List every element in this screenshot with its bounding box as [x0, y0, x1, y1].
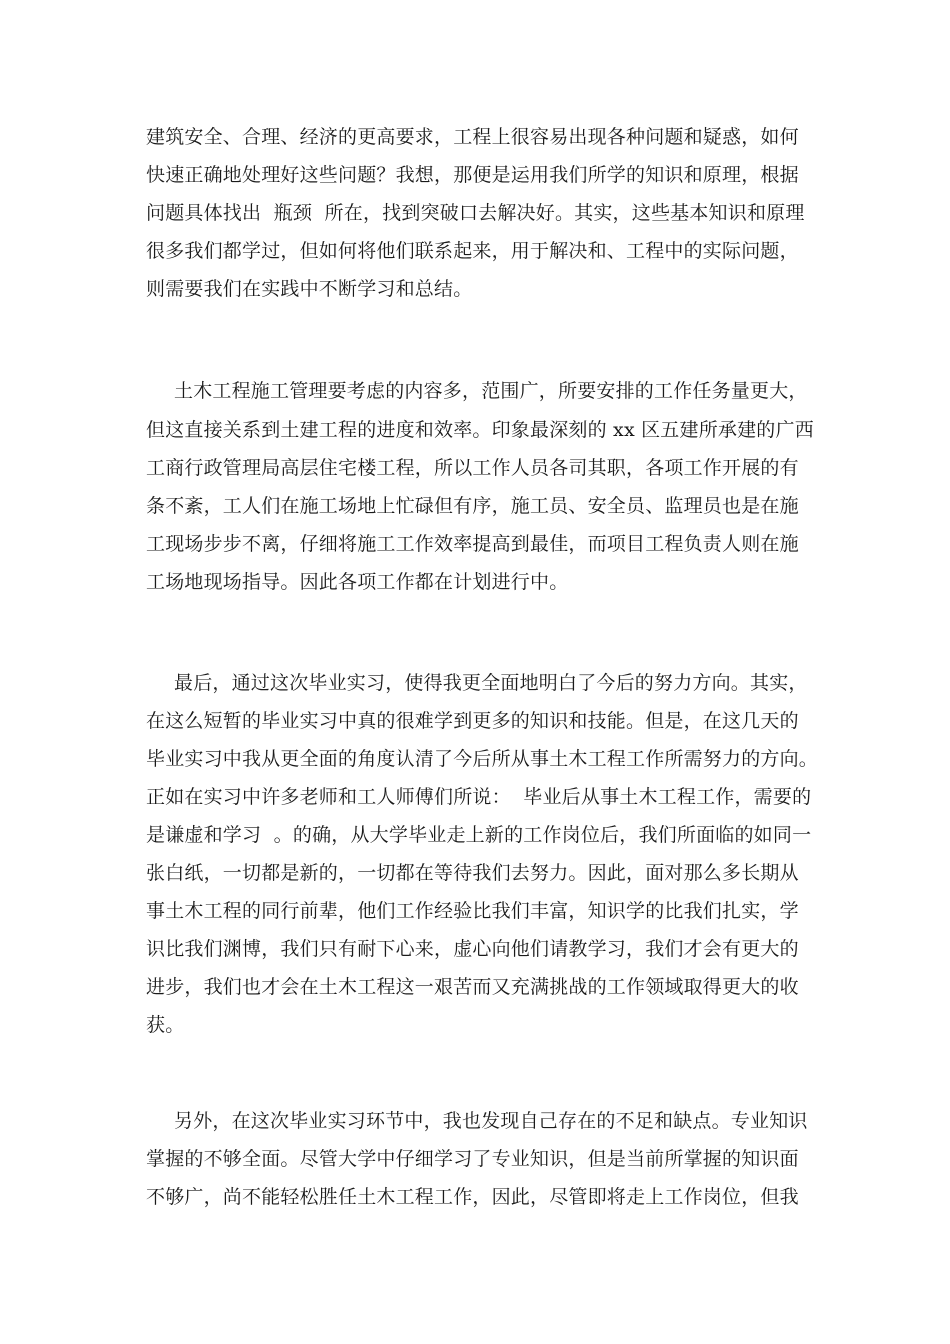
paragraph-2-line-4: 条不紊，工人们在施工场地上忙碌但有序，施工员、安全员、监理员也是在施 [146, 495, 799, 517]
paragraph-3-line-4: 正如在实习中许多老师和工人师傅们所说： 毕业后从事土木工程工作，需要的 [146, 786, 812, 808]
paragraph-3-line-3: 毕业实习中我从更全面的角度认清了今后所从事土木工程工作所需努力的方向。 [146, 748, 819, 770]
paragraph-2-line-6: 工场地现场指导。因此各项工作都在计划进行中。 [146, 571, 569, 593]
paragraph-1-line-2: 快速正确地处理好这些问题？我想，那便是运用我们所学的知识和原理，根据 [146, 164, 799, 186]
paragraph-2-line-5: 工现场步步不离，仔细将施工工作效率提高到最佳，而项目工程负责人则在施 [146, 533, 799, 555]
paragraph-1-line-3: 问题具体找出 瓶颈 所在，找到突破口去解决好。其实，这些基本知识和原理 [146, 202, 805, 224]
paragraph-2-line-3: 工商行政管理局高层住宅楼工程，所以工作人员各司其职，各项工作开展的有 [146, 457, 799, 479]
paragraph-3-line-9: 进步，我们也才会在土木工程这一艰苦而又充满挑战的工作领域取得更大的收 [146, 976, 799, 998]
paragraph-3-line-7: 事土木工程的同行前辈，他们工作经验比我们丰富，知识学的比我们扎实，学 [146, 900, 799, 922]
paragraph-3-line-6: 张白纸，一切都是新的，一切都在等待我们去努力。因此，面对那么多长期从 [146, 862, 799, 884]
paragraph-3-line-5: 是谦虚和学习 。的确，从大学毕业走上新的工作岗位后，我们所面临的如同一 [146, 824, 812, 846]
paragraph-2-line-2: 但这直接关系到土建工程的进度和效率。印象最深刻的 xx 区五建所承建的广西 [146, 419, 814, 441]
paragraph-2-line-1: 土木工程施工管理要考虑的内容多，范围广，所要安排的工作任务量更大， [174, 380, 808, 402]
paragraph-1-line-4: 很多我们都学过，但如何将他们联系起来，用于解决和、工程中的实际问题， [146, 240, 799, 262]
paragraph-4-line-3: 不够广，尚不能轻松胜任土木工程工作，因此，尽管即将走上工作岗位，但我 [146, 1186, 799, 1208]
paragraph-3-line-10: 获。 [146, 1014, 185, 1036]
paragraph-4-line-1: 另外，在这次毕业实习环节中，我也发现自己存在的不足和缺点。专业知识 [174, 1110, 808, 1132]
paragraph-1-line-1: 建筑安全、合理、经济的更高要求，工程上很容易出现各种问题和疑惑，如何 [146, 126, 799, 148]
paragraph-3-line-1: 最后，通过这次毕业实习，使得我更全面地明白了今后的努力方向。其实， [174, 672, 808, 694]
paragraph-3-line-8: 识比我们渊博，我们只有耐下心来，虚心向他们请教学习，我们才会有更大的 [146, 938, 799, 960]
paragraph-1-line-5: 则需要我们在实践中不断学习和总结。 [146, 278, 473, 300]
paragraph-3-line-2: 在这么短暂的毕业实习中真的很难学到更多的知识和技能。但是，在这几天的 [146, 710, 799, 732]
paragraph-4-line-2: 掌握的不够全面。尽管大学中仔细学习了专业知识，但是当前所掌握的知识面 [146, 1148, 799, 1170]
